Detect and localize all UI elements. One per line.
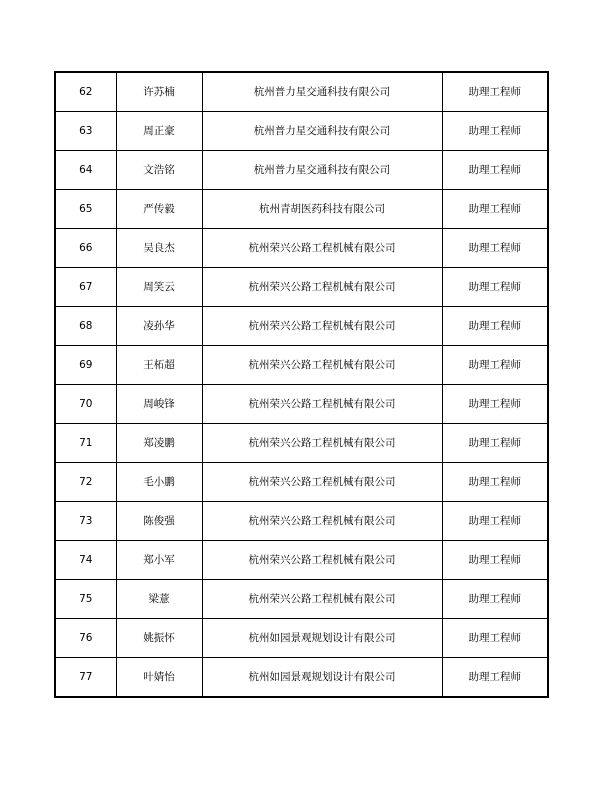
table-row — [55, 346, 548, 385]
company-name: 杭州如园景观规划设计有限公司 — [202, 658, 442, 698]
person-name: 文浩铭 — [116, 151, 202, 190]
person-name: 陈俊强 — [116, 502, 202, 541]
company-name: 杭州荣兴公路工程机械有限公司 — [202, 463, 442, 502]
person-name: 王柘超 — [116, 346, 202, 385]
person-name: 毛小鹏 — [116, 463, 202, 502]
company-name: 杭州普力星交通科技有限公司 — [202, 112, 442, 151]
job-title: 助理工程师 — [442, 190, 548, 229]
table-row — [55, 229, 548, 268]
job-title: 助理工程师 — [442, 151, 548, 190]
job-title: 助理工程师 — [442, 112, 548, 151]
roster-table-body — [55, 72, 548, 697]
company-name: 杭州普力星交通科技有限公司 — [202, 72, 442, 112]
person-name: 吴良杰 — [116, 229, 202, 268]
person-name: 叶婧怡 — [116, 658, 202, 698]
job-title: 助理工程师 — [442, 229, 548, 268]
row-number: 77 — [55, 658, 116, 698]
roster-table — [54, 71, 549, 698]
company-name: 杭州荣兴公路工程机械有限公司 — [202, 229, 442, 268]
job-title: 助理工程师 — [442, 502, 548, 541]
table-row — [55, 619, 548, 658]
table-row — [55, 72, 548, 112]
job-title: 助理工程师 — [442, 346, 548, 385]
job-title: 助理工程师 — [442, 580, 548, 619]
table-row — [55, 463, 548, 502]
table-row — [55, 112, 548, 151]
row-number: 69 — [55, 346, 116, 385]
job-title: 助理工程师 — [442, 268, 548, 307]
table-row — [55, 268, 548, 307]
person-name: 许苏楠 — [116, 72, 202, 112]
job-title: 助理工程师 — [442, 424, 548, 463]
row-number: 67 — [55, 268, 116, 307]
table-row — [55, 580, 548, 619]
company-name: 杭州荣兴公路工程机械有限公司 — [202, 424, 442, 463]
company-name: 杭州荣兴公路工程机械有限公司 — [202, 268, 442, 307]
row-number: 62 — [55, 72, 116, 112]
company-name: 杭州荣兴公路工程机械有限公司 — [202, 541, 442, 580]
job-title: 助理工程师 — [442, 307, 548, 346]
job-title: 助理工程师 — [442, 72, 548, 112]
company-name: 杭州普力星交通科技有限公司 — [202, 151, 442, 190]
table-row — [55, 541, 548, 580]
person-name: 周笑云 — [116, 268, 202, 307]
company-name: 杭州荣兴公路工程机械有限公司 — [202, 502, 442, 541]
table-row — [55, 151, 548, 190]
person-name: 周正豪 — [116, 112, 202, 151]
job-title: 助理工程师 — [442, 463, 548, 502]
job-title: 助理工程师 — [442, 658, 548, 698]
person-name: 郑小军 — [116, 541, 202, 580]
row-number: 70 — [55, 385, 116, 424]
table-row — [55, 385, 548, 424]
person-name: 凌孙华 — [116, 307, 202, 346]
row-number: 66 — [55, 229, 116, 268]
person-name: 严传毅 — [116, 190, 202, 229]
row-number: 65 — [55, 190, 116, 229]
row-number: 72 — [55, 463, 116, 502]
company-name: 杭州荣兴公路工程机械有限公司 — [202, 307, 442, 346]
table-row — [55, 658, 548, 698]
row-number: 74 — [55, 541, 116, 580]
row-number: 75 — [55, 580, 116, 619]
company-name: 杭州荣兴公路工程机械有限公司 — [202, 385, 442, 424]
row-number: 64 — [55, 151, 116, 190]
person-name: 梁薏 — [116, 580, 202, 619]
row-number: 76 — [55, 619, 116, 658]
person-name: 郑凌鹏 — [116, 424, 202, 463]
job-title: 助理工程师 — [442, 541, 548, 580]
job-title: 助理工程师 — [442, 619, 548, 658]
table-row — [55, 190, 548, 229]
person-name: 周峻锋 — [116, 385, 202, 424]
table-row — [55, 307, 548, 346]
company-name: 杭州荣兴公路工程机械有限公司 — [202, 346, 442, 385]
job-title: 助理工程师 — [442, 385, 548, 424]
company-name: 杭州荣兴公路工程机械有限公司 — [202, 580, 442, 619]
row-number: 63 — [55, 112, 116, 151]
company-name: 杭州青胡医药科技有限公司 — [202, 190, 442, 229]
row-number: 71 — [55, 424, 116, 463]
person-name: 姚振怀 — [116, 619, 202, 658]
row-number: 68 — [55, 307, 116, 346]
company-name: 杭州如园景观规划设计有限公司 — [202, 619, 442, 658]
table-row — [55, 502, 548, 541]
row-number: 73 — [55, 502, 116, 541]
table-row — [55, 424, 548, 463]
